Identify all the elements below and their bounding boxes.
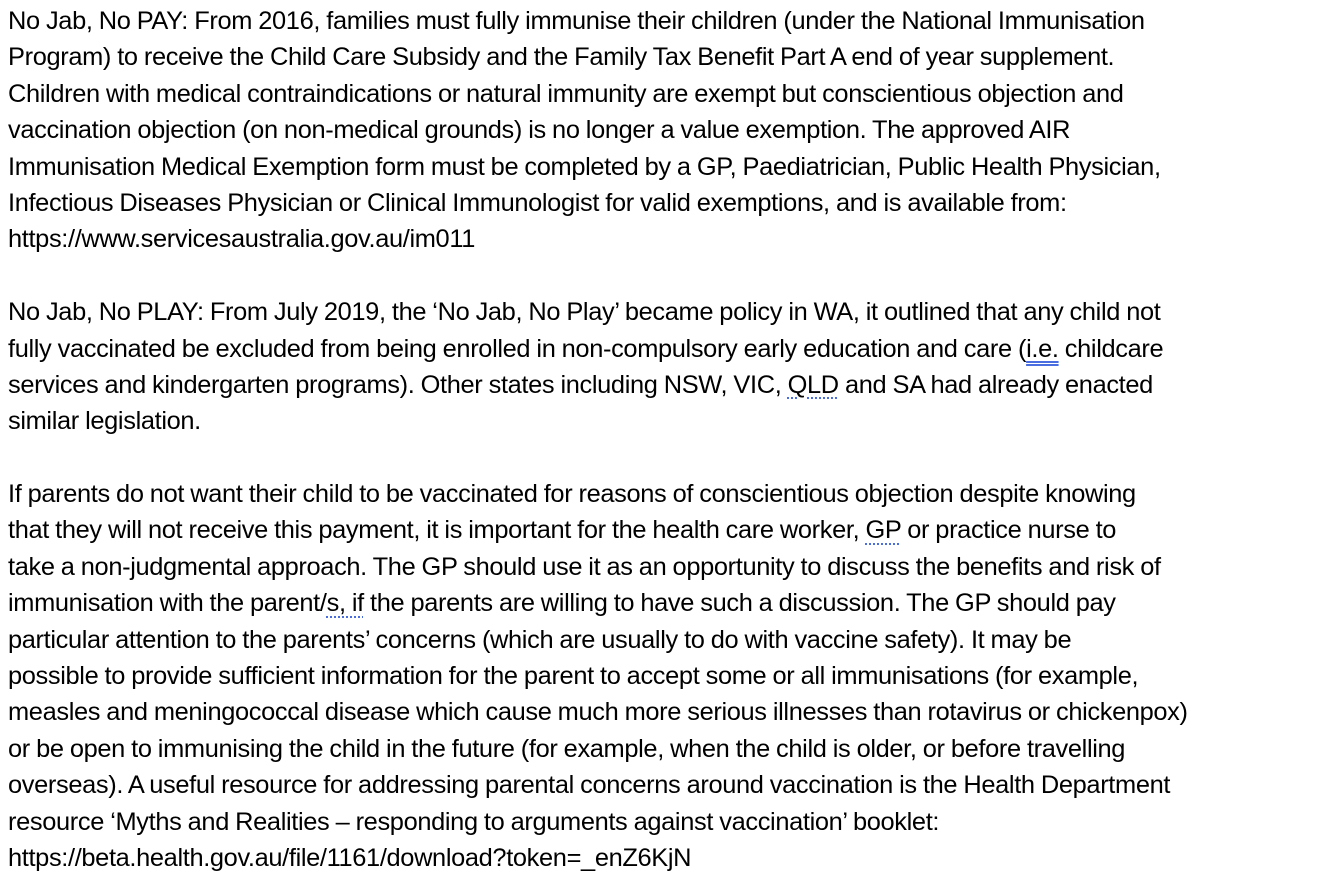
- text-line: or be open to immunising the child in the future (for example, when the child is older, or before travelling: [8, 734, 1126, 763]
- text-line: [8, 367, 1326, 403]
- text-line: vaccination objection (on non-medical grounds) is no longer a value exemption. The approved AIR: [8, 116, 1071, 145]
- text-line: Infectious Diseases Physician or Clinical Immunologist for valid exemptions, and is available from:: [8, 188, 1067, 217]
- url-servicesaustralia: https://www.servicesaustralia.gov.au/im011: [8, 225, 475, 254]
- paragraph-no-jab-no-play: [8, 294, 1326, 440]
- text-line: No Jab, No PAY: From 2016, families must fully immunise their children (under the National Immunisation: [8, 7, 1145, 35]
- text-segment: services and kindergarten programs). Other states including NSW, VIC,: [8, 370, 788, 399]
- paragraph-spacer: [8, 258, 1326, 294]
- paragraph-no-jab-no-pay: [8, 3, 1326, 258]
- text-segment: and SA had already enacted: [838, 370, 1153, 399]
- paragraph-conscientious-objection: [8, 476, 1326, 876]
- document-body: [8, 3, 1326, 876]
- text-segment: or practice nurse to: [901, 516, 1117, 545]
- spelling-suggestion-gp[interactable]: GP: [865, 516, 902, 545]
- text-segment: the parents are willing to have such a discussion. The GP should pay: [363, 589, 1116, 618]
- text-line: take a non-judgmental approach. The GP should use it as an opportunity to discuss the benefits and risk of: [8, 552, 1161, 581]
- text-line: Program) to receive the Child Care Subsidy and the Family Tax Benefit Part A end of year supplement.: [8, 43, 1115, 72]
- text-line: [8, 585, 1326, 621]
- text-line: If parents do not want their child to be vaccinated for reasons of conscientious objection despite knowing: [8, 480, 1136, 509]
- spelling-suggestion-qld[interactable]: QLD: [787, 370, 839, 399]
- text-line: resource ‘Myths and Realities – responding to arguments against vaccination’ booklet:: [8, 807, 940, 836]
- text-line: [8, 512, 1326, 548]
- text-segment: that they will not receive this payment, it is important for the health care worker,: [8, 516, 866, 545]
- text-line: overseas). A useful resource for addressing parental concerns around vaccination is the Health Department: [8, 771, 1171, 800]
- text-line: [8, 331, 1326, 367]
- text-line: particular attention to the parents’ concerns (which are usually to do with vaccine safety). It may be: [8, 625, 1072, 654]
- text-line: Immunisation Medical Exemption form must be completed by a GP, Paediatrician, Public Health Physician,: [8, 152, 1161, 181]
- text-line: measles and meningococcal disease which cause much more serious illnesses than rotavirus or chickenpox): [8, 698, 1188, 727]
- text-line: Children with medical contraindications or natural immunity are exempt but conscientious objection and: [8, 79, 1124, 108]
- paragraph-spacer: [8, 440, 1326, 476]
- grammar-suggestion-ie[interactable]: i.e.: [1026, 334, 1059, 363]
- text-line: No Jab, No PLAY: From July 2019, the ‘No Jab, No Play’ became policy in WA, it outlined that any child not: [8, 298, 1161, 327]
- text-segment: fully vaccinated be excluded from being enrolled in non-compulsory early education and care (: [8, 334, 1027, 363]
- text-segment: immunisation with the parent/: [8, 589, 327, 618]
- grammar-suggestion-s-if[interactable]: s, if: [326, 589, 364, 618]
- url-health-booklet: https://beta.health.gov.au/file/1161/download?token=_enZ6KjN: [8, 843, 692, 872]
- text-line: possible to provide sufficient information for the parent to accept some or all immunisations (for example,: [8, 662, 1139, 691]
- text-line: similar legislation.: [8, 407, 201, 436]
- text-segment: childcare: [1058, 334, 1164, 363]
